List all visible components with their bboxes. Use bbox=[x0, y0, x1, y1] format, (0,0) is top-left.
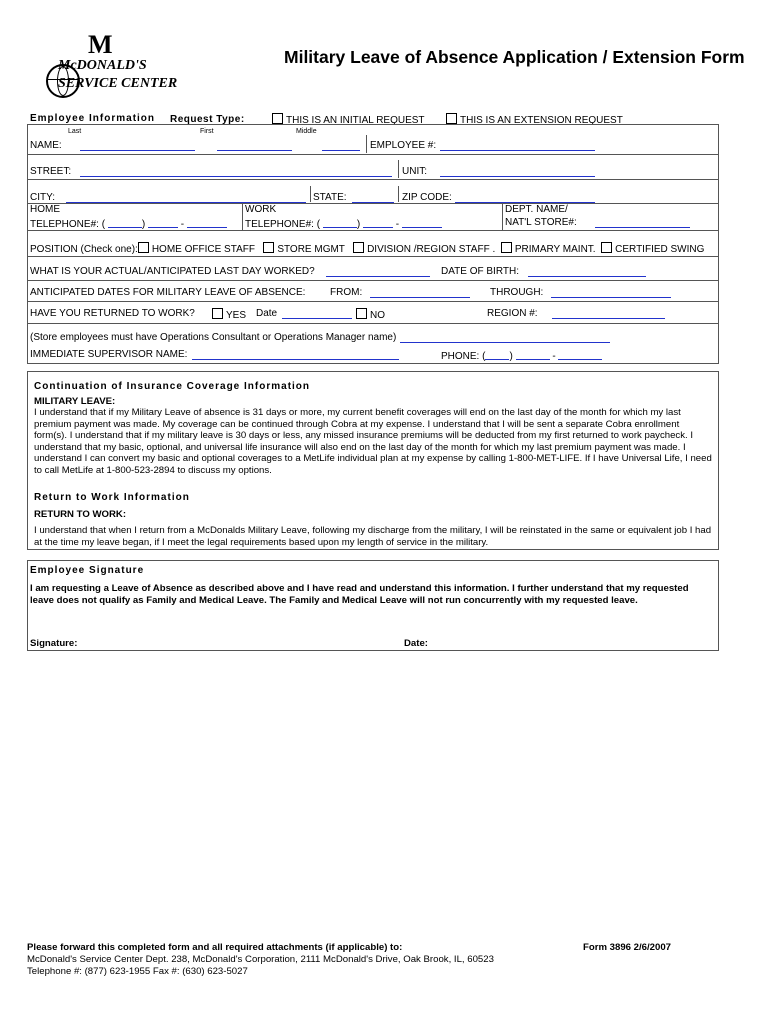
label-middle: Middle bbox=[296, 128, 317, 135]
footer-address: McDonald's Service Center Dept. 238, McDonald's Corporation, 2111 McDonald's Drive, Oak Brook, IL, 60523 bbox=[27, 954, 494, 965]
home-label: HOME bbox=[30, 204, 60, 215]
from-label: FROM: bbox=[330, 287, 363, 298]
store-number-field[interactable] bbox=[595, 217, 690, 228]
label-first: First bbox=[200, 128, 214, 135]
division-region-staff-checkbox[interactable] bbox=[353, 242, 364, 253]
home-telephone-label: TELEPHONE#: ( ) - bbox=[30, 217, 227, 230]
employee-number-label: EMPLOYEE #: bbox=[370, 140, 437, 151]
store-mgmt-checkbox[interactable] bbox=[263, 242, 274, 253]
signature-heading: Employee Signature bbox=[30, 565, 145, 576]
form-title: Military Leave of Absence Application / Extension Form bbox=[284, 47, 745, 67]
return-date-label: Date bbox=[256, 308, 278, 319]
insurance-heading: Continuation of Insurance Coverage Information bbox=[34, 381, 311, 392]
supervisor-area-code-field[interactable] bbox=[485, 349, 509, 360]
home-office-staff-checkbox[interactable] bbox=[138, 242, 149, 253]
last-name-field[interactable] bbox=[80, 140, 195, 151]
footer-phone: Telephone #: (877) 623-1955 Fax #: (630) 623-5027 bbox=[27, 966, 248, 977]
anticipated-label: ANTICIPATED DATES FOR MILITARY LEAVE OF ABSENCE: bbox=[30, 287, 306, 298]
work-prefix-field[interactable] bbox=[363, 217, 393, 228]
unit-label: UNIT: bbox=[402, 166, 427, 177]
return-date-field[interactable] bbox=[282, 308, 352, 319]
position-row: POSITION (Check one): HOME OFFICE STAFF STORE MGMT DIVISION /REGION STAFF . PRIMARY MAINT. CERTIFIED SWING bbox=[30, 244, 705, 255]
yes-checkbox[interactable] bbox=[212, 308, 223, 319]
signature-field[interactable] bbox=[84, 638, 384, 648]
work-area-code-field[interactable] bbox=[323, 217, 357, 228]
returned-yes-option[interactable]: YES bbox=[212, 308, 246, 321]
from-field[interactable] bbox=[370, 287, 470, 298]
through-label: THROUGH: bbox=[490, 287, 544, 298]
city-label: CITY: bbox=[30, 192, 56, 203]
supervisor-line-field[interactable] bbox=[558, 349, 602, 360]
name-label: NAME: bbox=[30, 140, 62, 151]
request-type-label: Request Type: bbox=[170, 114, 245, 125]
supervisor-label: IMMEDIATE SUPERVISOR NAME: bbox=[30, 349, 188, 360]
signature-date-label: Date: bbox=[404, 638, 428, 649]
employee-info-heading: Employee Information bbox=[30, 113, 156, 124]
returned-to-work-label: HAVE YOU RETURNED TO WORK? bbox=[30, 308, 195, 319]
no-checkbox[interactable] bbox=[356, 308, 367, 319]
logo-mark: M bbox=[88, 30, 113, 59]
city-field[interactable] bbox=[66, 192, 306, 203]
returned-no-option[interactable]: NO bbox=[356, 308, 385, 321]
through-field[interactable] bbox=[551, 287, 671, 298]
street-field[interactable] bbox=[80, 166, 392, 177]
military-leave-subheading: MILITARY LEAVE: bbox=[34, 396, 116, 407]
store-note: (Store employees must have Operations Consultant or Operations Manager name) bbox=[30, 332, 397, 343]
signature-text: I am requesting a Leave of Absence as described above and I have read and understand this information. I further understand that my requested leave does not qualify as Family and Medical Leave. The Family and Medical Leave will not run concurrently with my requested leave. bbox=[30, 583, 689, 606]
state-label: STATE: bbox=[313, 192, 347, 203]
middle-name-field[interactable] bbox=[322, 140, 360, 151]
operations-manager-field[interactable] bbox=[400, 332, 610, 343]
street-label: STREET: bbox=[30, 166, 72, 177]
first-name-field[interactable] bbox=[217, 140, 292, 151]
mcdonalds-logo bbox=[38, 30, 178, 110]
region-field[interactable] bbox=[552, 308, 665, 319]
home-area-code-field[interactable] bbox=[108, 217, 142, 228]
extension-request-option[interactable]: THIS IS AN EXTENSION REQUEST bbox=[446, 113, 623, 126]
certified-swing-checkbox[interactable] bbox=[601, 242, 612, 253]
region-label: REGION #: bbox=[487, 308, 538, 319]
return-to-work-heading: Return to Work Information bbox=[34, 492, 190, 503]
zip-field[interactable] bbox=[455, 192, 595, 203]
logo-line2: SERVICE CENTER bbox=[58, 76, 178, 91]
label-last: Last bbox=[68, 128, 82, 135]
home-line-field[interactable] bbox=[187, 217, 227, 228]
supervisor-field[interactable] bbox=[192, 349, 399, 360]
primary-maint-checkbox[interactable] bbox=[501, 242, 512, 253]
signature-label: Signature: bbox=[30, 638, 78, 649]
supervisor-prefix-field[interactable] bbox=[516, 349, 550, 360]
home-prefix-field[interactable] bbox=[148, 217, 178, 228]
initial-request-option[interactable]: THIS IS AN INITIAL REQUEST bbox=[272, 113, 425, 126]
signature-date-field[interactable] bbox=[436, 638, 636, 648]
initial-request-checkbox[interactable] bbox=[272, 113, 283, 124]
work-line-field[interactable] bbox=[402, 217, 442, 228]
extension-request-checkbox[interactable] bbox=[446, 113, 457, 124]
phone-label: PHONE: ( ) - bbox=[441, 349, 602, 362]
logo-line1: McDONALD'S bbox=[58, 58, 147, 73]
dept-name-label: DEPT. NAME/ bbox=[505, 204, 568, 215]
return-to-work-subheading: RETURN TO WORK: bbox=[34, 509, 127, 520]
unit-field[interactable] bbox=[440, 166, 595, 177]
insurance-text: I understand that if my Military Leave of absence is 31 days or more, my current benefit coverages will end on the last day of the month for which my last premium payment was made. My coverage can be continued through Cobra at my expense. I understand that I will be sent a separate Cobra enrollment form(s). I understand that if my military leave is 30 days or less, any missed insurance premiums will be deducted from my first returned to work paycheck. I understand that my basic, optional, and universal life insurance will also end on the last day of the month for which my last premium payment was made. I understand I can convert my basic and optional coverages to a MetLife individual plan at my expense by calling 1-800-MET-LIFE. If I have Universal Life, I need to call MetLife at 1-800-523-2894 to discuss my options. bbox=[34, 407, 712, 476]
last-day-label: WHAT IS YOUR ACTUAL/ANTICIPATED LAST DAY WORKED? bbox=[30, 266, 315, 277]
zip-label: ZIP CODE: bbox=[402, 192, 452, 203]
employee-number-field[interactable] bbox=[440, 140, 595, 151]
work-telephone-label: TELEPHONE#: ( ) - bbox=[245, 217, 442, 230]
last-day-field[interactable] bbox=[326, 266, 430, 277]
form-number: Form 3896 2/6/2007 bbox=[583, 942, 672, 953]
store-number-label: NAT'L STORE#: bbox=[505, 217, 577, 228]
dob-field[interactable] bbox=[528, 266, 646, 277]
return-to-work-text: I understand that when I return from a McDonalds Military Leave, following my discharge from the military, I will be reinstated in the same or equivalent job I had at the time my leave began, if I meet the legal requirements based upon my length of service in the military. bbox=[34, 525, 712, 548]
state-field[interactable] bbox=[352, 192, 394, 203]
work-label: WORK bbox=[245, 204, 277, 215]
dob-label: DATE OF BIRTH: bbox=[441, 266, 519, 277]
footer-instruction: Please forward this completed form and all required attachments (if applicable) to: bbox=[27, 942, 403, 953]
